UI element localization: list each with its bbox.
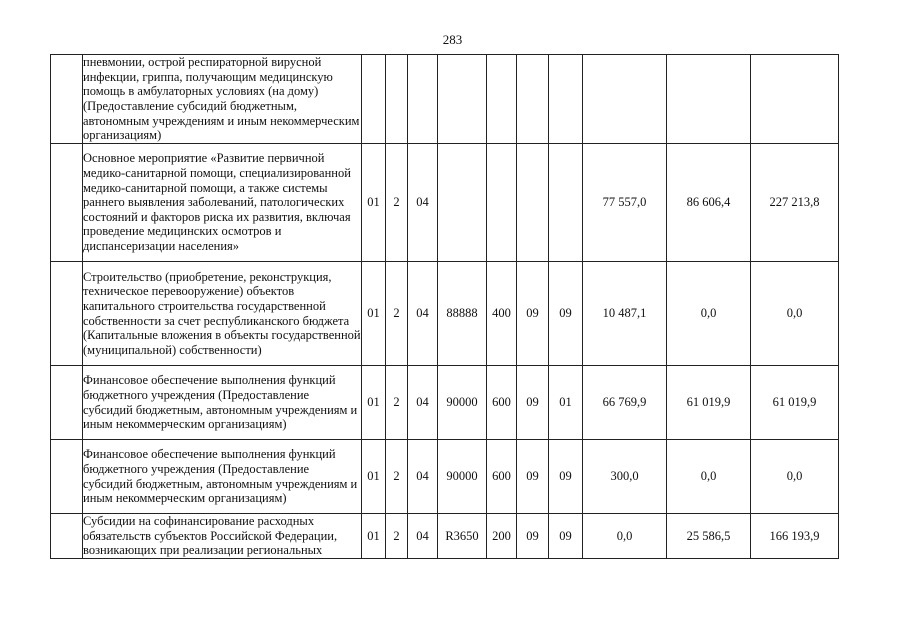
amount-cell: 86 606,4 <box>667 144 751 262</box>
code-cell: 09 <box>517 514 549 559</box>
description-cell: Строительство (приобретение, реконструкция, техническое перевооружение) объектов капитального строительства государственной собственности за счет республиканского бюджета (Капитальные вложения в объекты государственной (муниципальной) собственности) <box>83 262 362 366</box>
amount-cell <box>751 55 839 144</box>
row-number-cell <box>51 366 83 440</box>
table-row <box>51 55 839 144</box>
code-cell: 04 <box>408 144 438 262</box>
code-cell: 2 <box>386 144 408 262</box>
code-cell: 2 <box>386 366 408 440</box>
table-row <box>51 262 839 366</box>
code-cell <box>549 144 583 262</box>
description-cell: Финансовое обеспечение выполнения функций бюджетного учреждения (Предоставление субсидий бюджетным, автономным учреждениям и иным некоммерческим организациям) <box>83 440 362 514</box>
code-cell <box>408 55 438 144</box>
description-cell: Финансовое обеспечение выполнения функций бюджетного учреждения (Предоставление субсидий бюджетным, автономным учреждениям и иным некоммерческим организациям) <box>83 366 362 440</box>
budget-table <box>50 54 839 559</box>
code-cell: 09 <box>549 514 583 559</box>
amount-cell: 0,0 <box>751 440 839 514</box>
description-cell: Основное мероприятие «Развитие первичной медико-санитарной помощи, специализированной медико-санитарной помощи, а также системы раннего выявления заболеваний, патологических состояний и факторов риска их развития, включая проведение медицинских осмотров и диспансеризации населения» <box>83 144 362 262</box>
amount-cell: 166 193,9 <box>751 514 839 559</box>
table-row <box>51 514 839 559</box>
row-number-cell <box>51 262 83 366</box>
code-cell: 2 <box>386 440 408 514</box>
amount-cell: 300,0 <box>583 440 667 514</box>
code-cell <box>487 144 517 262</box>
code-cell: 04 <box>408 366 438 440</box>
amount-cell <box>583 55 667 144</box>
code-cell: R3650 <box>438 514 487 559</box>
code-cell <box>362 55 386 144</box>
code-cell: 09 <box>517 366 549 440</box>
amount-cell: 10 487,1 <box>583 262 667 366</box>
code-cell: 04 <box>408 514 438 559</box>
code-cell: 90000 <box>438 440 487 514</box>
code-cell: 01 <box>362 514 386 559</box>
code-cell <box>438 144 487 262</box>
code-cell: 400 <box>487 262 517 366</box>
amount-cell: 66 769,9 <box>583 366 667 440</box>
code-cell: 01 <box>362 440 386 514</box>
code-cell: 2 <box>386 262 408 366</box>
code-cell: 88888 <box>438 262 487 366</box>
amount-cell: 0,0 <box>583 514 667 559</box>
amount-cell: 0,0 <box>751 262 839 366</box>
description-cell: пневмонии, острой респираторной вирусной инфекции, гриппа, получающим медицинскую помощь в амбулаторных условиях (на дому) (Предоставление субсидий бюджетным, автономным учреждениям и иным некоммерческим организациям) <box>83 55 362 144</box>
code-cell: 01 <box>362 366 386 440</box>
code-cell: 04 <box>408 440 438 514</box>
code-cell <box>487 55 517 144</box>
description-cell: Субсидии на софинансирование расходных обязательств субъектов Российской Федерации, возникающих при реализации региональных <box>83 514 362 559</box>
table-row <box>51 366 839 440</box>
amount-cell: 25 586,5 <box>667 514 751 559</box>
code-cell: 2 <box>386 514 408 559</box>
code-cell: 600 <box>487 366 517 440</box>
code-cell <box>549 55 583 144</box>
amount-cell <box>667 55 751 144</box>
code-cell <box>517 55 549 144</box>
row-number-cell <box>51 514 83 559</box>
code-cell: 09 <box>549 440 583 514</box>
row-number-cell <box>51 440 83 514</box>
code-cell: 200 <box>487 514 517 559</box>
code-cell: 09 <box>517 440 549 514</box>
code-cell: 01 <box>362 144 386 262</box>
row-number-cell <box>51 55 83 144</box>
amount-cell: 61 019,9 <box>667 366 751 440</box>
code-cell <box>438 55 487 144</box>
code-cell: 09 <box>549 262 583 366</box>
code-cell: 04 <box>408 262 438 366</box>
page-number: 283 <box>442 32 463 47</box>
code-cell: 90000 <box>438 366 487 440</box>
code-cell: 09 <box>517 262 549 366</box>
code-cell <box>386 55 408 144</box>
amount-cell: 61 019,9 <box>751 366 839 440</box>
amount-cell: 0,0 <box>667 440 751 514</box>
table-row <box>51 440 839 514</box>
code-cell: 01 <box>549 366 583 440</box>
amount-cell: 227 213,8 <box>751 144 839 262</box>
code-cell: 01 <box>362 262 386 366</box>
code-cell <box>517 144 549 262</box>
row-number-cell <box>51 144 83 262</box>
code-cell: 600 <box>487 440 517 514</box>
amount-cell: 77 557,0 <box>583 144 667 262</box>
table-row <box>51 144 839 262</box>
amount-cell: 0,0 <box>667 262 751 366</box>
